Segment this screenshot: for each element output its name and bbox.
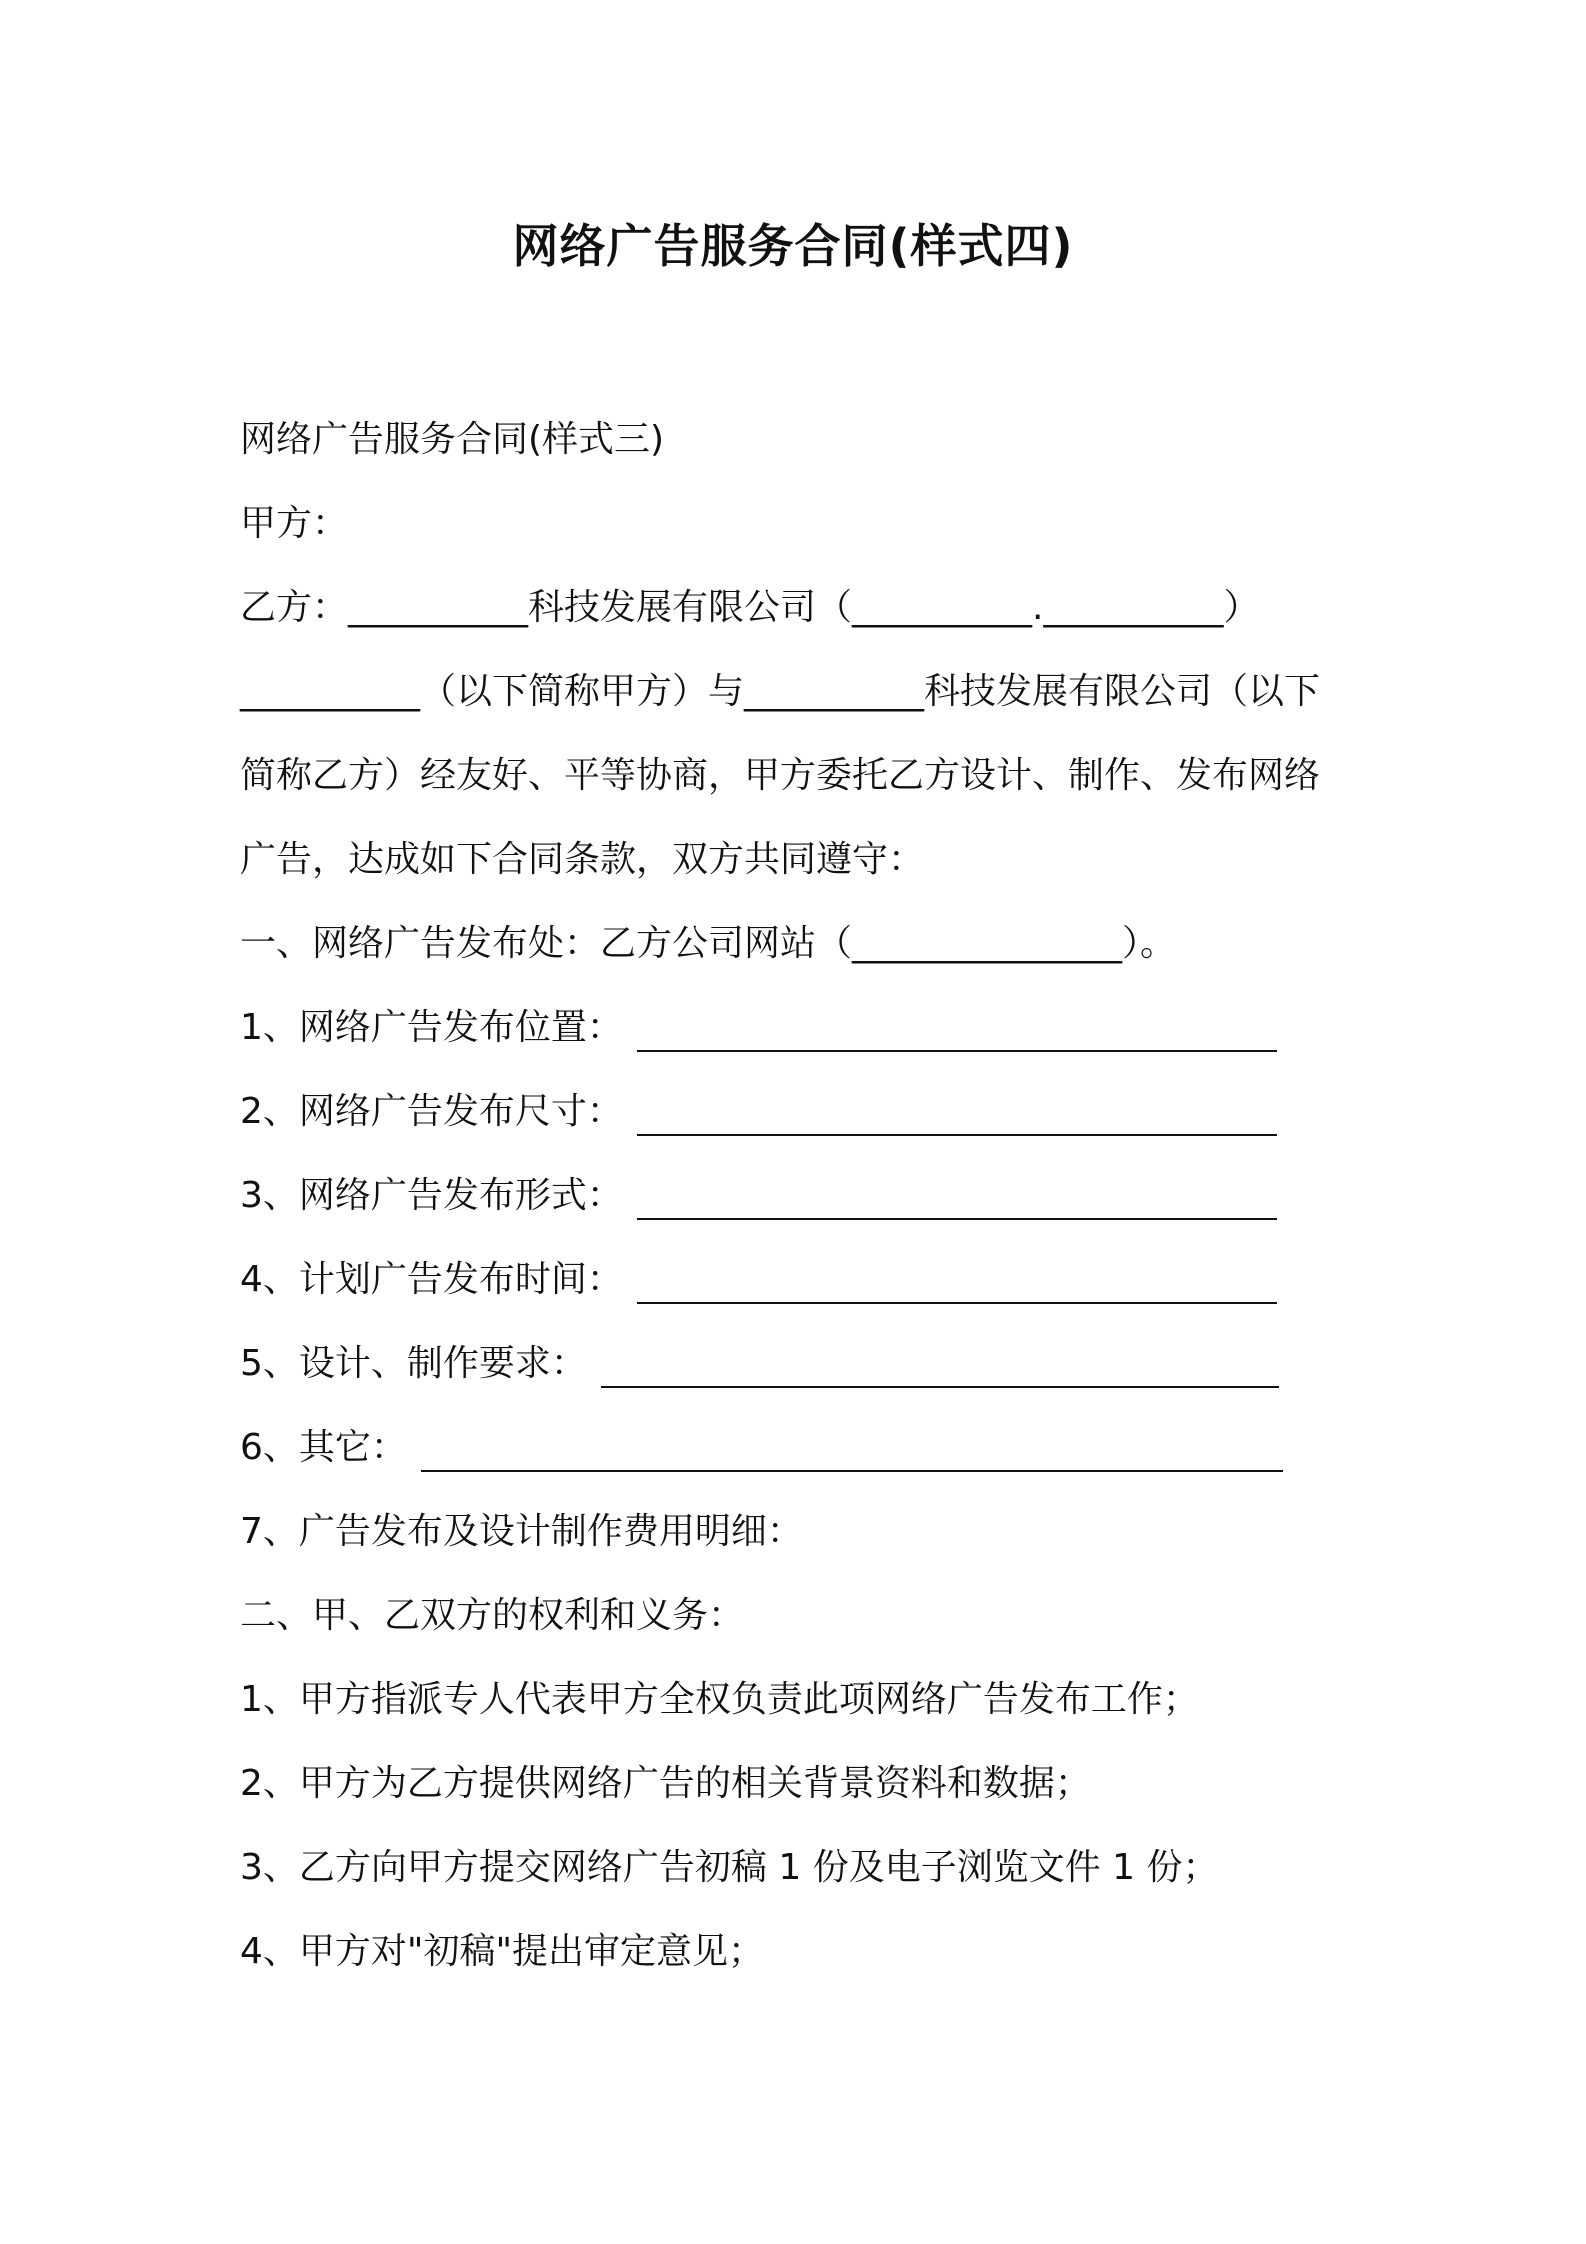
obligation-item: 3、乙方向甲方提交网络广告初稿 1 份及电子浏览文件 1 份； xyxy=(240,1847,1219,1888)
document-subtitle: 网络广告服务合同(样式三) xyxy=(240,419,665,460)
section-1-heading: 一、网络广告发布处：乙方公司网站（_______________）。 xyxy=(240,923,1177,964)
field-blank-format xyxy=(637,1184,1277,1220)
field-label-schedule: 4、计划广告发布时间： xyxy=(240,1259,623,1300)
field-label-requirements: 5、设计、制作要求： xyxy=(240,1343,587,1384)
field-label-other: 6、其它： xyxy=(240,1427,407,1468)
section-2-heading: 二、甲、乙双方的权利和义务： xyxy=(240,1595,745,1636)
field-row-position xyxy=(240,1004,1346,1052)
field-row-schedule xyxy=(240,1256,1346,1304)
field-row-other xyxy=(240,1424,1346,1472)
field-blank-requirements xyxy=(601,1352,1279,1388)
obligation-item: 4、甲方对"初稿"提出审定意见； xyxy=(240,1931,765,1972)
party-a-line: 甲方： xyxy=(240,503,349,544)
field-blank-schedule xyxy=(637,1268,1277,1304)
obligation-item: 2、甲方为乙方提供网络广告的相关背景资料和数据； xyxy=(240,1763,1091,1804)
field-row-requirements xyxy=(240,1340,1346,1388)
field-blank-size xyxy=(637,1100,1277,1136)
party-b-line: 乙方：__________科技发展有限公司（__________.__________） xyxy=(240,587,1260,628)
field-blank-position xyxy=(637,1016,1277,1052)
intro-line-3: 广告，达成如下合同条款，双方共同遵守： xyxy=(240,839,925,880)
intro-line-2: 简称乙方）经友好、平等协商，甲方委托乙方设计、制作、发布网络 xyxy=(240,755,1321,796)
field-row-size xyxy=(240,1088,1346,1136)
field-blank-other xyxy=(421,1436,1283,1472)
fee-details-item: 7、广告发布及设计制作费用明细： xyxy=(240,1511,803,1552)
field-label-size: 2、网络广告发布尺寸： xyxy=(240,1091,623,1132)
field-label-position: 1、网络广告发布位置： xyxy=(240,1007,623,1048)
field-label-format: 3、网络广告发布形式： xyxy=(240,1175,623,1216)
document-title: 网络广告服务合同(样式四) xyxy=(512,219,1074,273)
intro-line-1: __________（以下简称甲方）与__________科技发展有限公司（以下 xyxy=(240,671,1321,712)
obligation-item: 1、甲方指派专人代表甲方全权负责此项网络广告发布工作； xyxy=(240,1679,1199,1720)
field-row-format xyxy=(240,1172,1346,1220)
